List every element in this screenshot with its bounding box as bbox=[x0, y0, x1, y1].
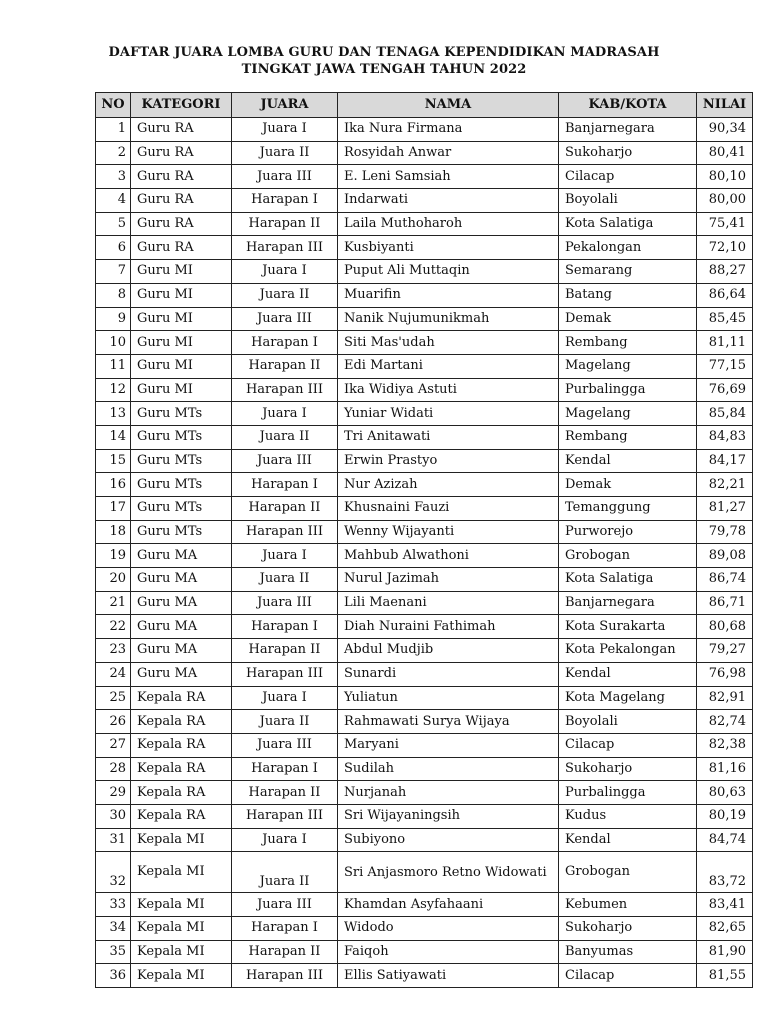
table-row bbox=[96, 165, 753, 189]
cell-kab-kota: Banjarnegara bbox=[559, 118, 697, 142]
table-row bbox=[96, 852, 753, 893]
table-row bbox=[96, 189, 753, 213]
cell-nilai: 80,00 bbox=[697, 189, 753, 213]
cell-juara: Harapan II bbox=[232, 497, 338, 521]
cell-kab-kota: Kebumen bbox=[559, 893, 697, 917]
cell-juara: Juara II bbox=[232, 425, 338, 449]
cell-juara: Juara II bbox=[232, 710, 338, 734]
cell-no: 18 bbox=[96, 520, 131, 544]
cell-kategori: Guru MI bbox=[131, 260, 232, 284]
cell-kab-kota: Purworejo bbox=[559, 520, 697, 544]
cell-nama: Rosyidah Anwar bbox=[338, 141, 559, 165]
cell-kab-kota: Cilacap bbox=[559, 733, 697, 757]
cell-no: 13 bbox=[96, 402, 131, 426]
cell-no: 26 bbox=[96, 710, 131, 734]
table-row bbox=[96, 283, 753, 307]
cell-kategori: Guru RA bbox=[131, 189, 232, 213]
table-row bbox=[96, 639, 753, 663]
cell-kab-kota: Sukoharjo bbox=[559, 917, 697, 941]
cell-no: 15 bbox=[96, 449, 131, 473]
cell-juara: Harapan III bbox=[232, 236, 338, 260]
cell-no: 1 bbox=[96, 118, 131, 142]
cell-nilai: 82,74 bbox=[697, 710, 753, 734]
cell-nilai: 80,63 bbox=[697, 781, 753, 805]
cell-kategori: Guru MA bbox=[131, 639, 232, 663]
cell-nama: Widodo bbox=[338, 917, 559, 941]
cell-juara: Harapan I bbox=[232, 757, 338, 781]
cell-kab-kota: Kudus bbox=[559, 804, 697, 828]
cell-kategori: Kepala RA bbox=[131, 686, 232, 710]
table-row bbox=[96, 828, 753, 852]
cell-no: 29 bbox=[96, 781, 131, 805]
cell-juara: Juara II bbox=[232, 568, 338, 592]
cell-nama: Sri Wijayaningsih bbox=[338, 804, 559, 828]
cell-no: 27 bbox=[96, 733, 131, 757]
cell-kategori: Kepala MI bbox=[131, 964, 232, 988]
cell-nilai: 85,84 bbox=[697, 402, 753, 426]
cell-juara: Juara I bbox=[232, 686, 338, 710]
table-row bbox=[96, 307, 753, 331]
cell-nama: Kusbiyanti bbox=[338, 236, 559, 260]
cell-kab-kota: Kendal bbox=[559, 662, 697, 686]
cell-nilai: 86,74 bbox=[697, 568, 753, 592]
header-kab-kota: KAB/KOTA bbox=[559, 93, 697, 118]
cell-no: 3 bbox=[96, 165, 131, 189]
winners-table bbox=[95, 92, 753, 988]
cell-juara: Harapan I bbox=[232, 331, 338, 355]
cell-kab-kota: Rembang bbox=[559, 331, 697, 355]
table-header-row bbox=[96, 93, 753, 118]
cell-nilai: 81,27 bbox=[697, 497, 753, 521]
cell-nama: Ellis Satiyawati bbox=[338, 964, 559, 988]
cell-nilai: 88,27 bbox=[697, 260, 753, 284]
cell-nilai: 72,10 bbox=[697, 236, 753, 260]
cell-no: 20 bbox=[96, 568, 131, 592]
cell-no: 30 bbox=[96, 804, 131, 828]
table-row bbox=[96, 331, 753, 355]
cell-no: 12 bbox=[96, 378, 131, 402]
cell-nama: Maryani bbox=[338, 733, 559, 757]
cell-nama: Abdul Mudjib bbox=[338, 639, 559, 663]
cell-kategori: Kepala MI bbox=[131, 828, 232, 852]
document-title: DAFTAR JUARA LOMBA GURU DAN TENAGA KEPENDIDIKAN MADRASAH bbox=[108, 45, 660, 60]
cell-kab-kota: Banyumas bbox=[559, 940, 697, 964]
cell-kategori: Guru MI bbox=[131, 307, 232, 331]
table-row bbox=[96, 615, 753, 639]
cell-nama: Mahbub Alwathoni bbox=[338, 544, 559, 568]
header-kategori: KATEGORI bbox=[131, 93, 232, 118]
cell-no: 16 bbox=[96, 473, 131, 497]
table-row bbox=[96, 733, 753, 757]
cell-nilai: 82,65 bbox=[697, 917, 753, 941]
cell-kategori: Guru MA bbox=[131, 591, 232, 615]
cell-no: 22 bbox=[96, 615, 131, 639]
header-juara: JUARA bbox=[232, 93, 338, 118]
cell-nilai: 84,17 bbox=[697, 449, 753, 473]
cell-nilai: 75,41 bbox=[697, 212, 753, 236]
cell-kab-kota: Kota Pekalongan bbox=[559, 639, 697, 663]
cell-nama: Rahmawati Surya Wijaya bbox=[338, 710, 559, 734]
cell-nilai: 82,21 bbox=[697, 473, 753, 497]
cell-no: 10 bbox=[96, 331, 131, 355]
cell-kategori: Guru MTs bbox=[131, 402, 232, 426]
cell-kategori: Guru MA bbox=[131, 615, 232, 639]
cell-kab-kota: Kendal bbox=[559, 828, 697, 852]
cell-juara: Juara I bbox=[232, 402, 338, 426]
cell-juara: Harapan I bbox=[232, 917, 338, 941]
cell-nama: Diah Nuraini Fathimah bbox=[338, 615, 559, 639]
table-row bbox=[96, 917, 753, 941]
cell-nilai: 81,55 bbox=[697, 964, 753, 988]
cell-nama: Nurjanah bbox=[338, 781, 559, 805]
cell-juara: Harapan II bbox=[232, 781, 338, 805]
cell-kab-kota: Kota Salatiga bbox=[559, 212, 697, 236]
cell-juara: Harapan II bbox=[232, 940, 338, 964]
cell-nama: Erwin Prastyo bbox=[338, 449, 559, 473]
cell-kab-kota: Demak bbox=[559, 307, 697, 331]
table-row bbox=[96, 568, 753, 592]
cell-nilai: 84,83 bbox=[697, 425, 753, 449]
cell-no: 24 bbox=[96, 662, 131, 686]
cell-nilai: 76,69 bbox=[697, 378, 753, 402]
table-row bbox=[96, 212, 753, 236]
cell-kategori: Kepala MI bbox=[131, 940, 232, 964]
cell-nilai: 83,72 bbox=[697, 852, 753, 893]
cell-kab-kota: Kota Magelang bbox=[559, 686, 697, 710]
table-row bbox=[96, 662, 753, 686]
cell-no: 6 bbox=[96, 236, 131, 260]
cell-juara: Harapan I bbox=[232, 189, 338, 213]
cell-nama: Faiqoh bbox=[338, 940, 559, 964]
cell-nilai: 86,64 bbox=[697, 283, 753, 307]
cell-kab-kota: Semarang bbox=[559, 260, 697, 284]
cell-kab-kota: Kota Salatiga bbox=[559, 568, 697, 592]
cell-no: 28 bbox=[96, 757, 131, 781]
cell-no: 35 bbox=[96, 940, 131, 964]
cell-juara: Juara III bbox=[232, 307, 338, 331]
cell-kategori: Guru MI bbox=[131, 283, 232, 307]
cell-nilai: 89,08 bbox=[697, 544, 753, 568]
cell-kab-kota: Magelang bbox=[559, 354, 697, 378]
cell-kategori: Kepala RA bbox=[131, 804, 232, 828]
cell-kab-kota: Demak bbox=[559, 473, 697, 497]
table-row bbox=[96, 710, 753, 734]
cell-juara: Juara III bbox=[232, 449, 338, 473]
cell-no: 14 bbox=[96, 425, 131, 449]
table-row bbox=[96, 964, 753, 988]
cell-nama: Ika Nura Firmana bbox=[338, 118, 559, 142]
cell-nama: Yuniar Widati bbox=[338, 402, 559, 426]
cell-juara: Harapan III bbox=[232, 520, 338, 544]
cell-no: 5 bbox=[96, 212, 131, 236]
cell-kab-kota: Batang bbox=[559, 283, 697, 307]
cell-kategori: Guru MTs bbox=[131, 520, 232, 544]
table-row bbox=[96, 520, 753, 544]
cell-nama: Sudilah bbox=[338, 757, 559, 781]
document-subtitle: TINGKAT JAWA TENGAH TAHUN 2022 bbox=[241, 62, 527, 77]
cell-kab-kota: Cilacap bbox=[559, 165, 697, 189]
cell-juara: Harapan II bbox=[232, 354, 338, 378]
cell-kategori: Guru RA bbox=[131, 236, 232, 260]
cell-juara: Juara III bbox=[232, 165, 338, 189]
cell-nilai: 80,68 bbox=[697, 615, 753, 639]
cell-kab-kota: Temanggung bbox=[559, 497, 697, 521]
cell-juara: Juara II bbox=[232, 283, 338, 307]
cell-no: 17 bbox=[96, 497, 131, 521]
cell-juara: Juara I bbox=[232, 544, 338, 568]
cell-juara: Harapan II bbox=[232, 212, 338, 236]
cell-kab-kota: Sukoharjo bbox=[559, 757, 697, 781]
cell-juara: Juara I bbox=[232, 118, 338, 142]
cell-nilai: 79,78 bbox=[697, 520, 753, 544]
cell-kab-kota: Grobogan bbox=[559, 852, 697, 893]
cell-kategori: Kepala RA bbox=[131, 710, 232, 734]
cell-nama: Yuliatun bbox=[338, 686, 559, 710]
cell-juara: Juara I bbox=[232, 828, 338, 852]
table-row bbox=[96, 804, 753, 828]
cell-kab-kota: Pekalongan bbox=[559, 236, 697, 260]
cell-kab-kota: Rembang bbox=[559, 425, 697, 449]
cell-juara: Harapan I bbox=[232, 615, 338, 639]
cell-nilai: 81,16 bbox=[697, 757, 753, 781]
table-row bbox=[96, 354, 753, 378]
cell-nilai: 85,45 bbox=[697, 307, 753, 331]
cell-nilai: 76,98 bbox=[697, 662, 753, 686]
cell-juara: Juara III bbox=[232, 733, 338, 757]
cell-no: 21 bbox=[96, 591, 131, 615]
cell-nama: Indarwati bbox=[338, 189, 559, 213]
cell-juara: Juara II bbox=[232, 141, 338, 165]
cell-juara: Harapan III bbox=[232, 662, 338, 686]
table-row bbox=[96, 686, 753, 710]
cell-nama: Nanik Nujumunikmah bbox=[338, 307, 559, 331]
cell-kategori: Kepala MI bbox=[131, 917, 232, 941]
cell-juara: Harapan III bbox=[232, 378, 338, 402]
cell-nilai: 82,38 bbox=[697, 733, 753, 757]
cell-no: 23 bbox=[96, 639, 131, 663]
cell-nama: Wenny Wijayanti bbox=[338, 520, 559, 544]
cell-kategori: Guru MI bbox=[131, 378, 232, 402]
cell-kategori: Kepala MI bbox=[131, 893, 232, 917]
cell-kategori: Kepala MI bbox=[131, 852, 232, 893]
table-row bbox=[96, 425, 753, 449]
cell-no: 11 bbox=[96, 354, 131, 378]
cell-no: 7 bbox=[96, 260, 131, 284]
cell-no: 33 bbox=[96, 893, 131, 917]
cell-juara: Harapan III bbox=[232, 804, 338, 828]
cell-nama: Sri Anjasmoro Retno Widowati bbox=[338, 852, 559, 893]
cell-nama: Ika Widiya Astuti bbox=[338, 378, 559, 402]
cell-no: 25 bbox=[96, 686, 131, 710]
header-nama: NAMA bbox=[338, 93, 559, 118]
cell-kategori: Guru MTs bbox=[131, 497, 232, 521]
cell-nama: Nurul Jazimah bbox=[338, 568, 559, 592]
header-no: NO bbox=[96, 93, 131, 118]
table-row bbox=[96, 591, 753, 615]
cell-nama: Laila Muthoharoh bbox=[338, 212, 559, 236]
cell-kab-kota: Sukoharjo bbox=[559, 141, 697, 165]
cell-nilai: 77,15 bbox=[697, 354, 753, 378]
cell-juara: Juara III bbox=[232, 893, 338, 917]
cell-nama: Nur Azizah bbox=[338, 473, 559, 497]
cell-nilai: 80,19 bbox=[697, 804, 753, 828]
table-row bbox=[96, 378, 753, 402]
cell-kategori: Guru RA bbox=[131, 165, 232, 189]
cell-kategori: Guru RA bbox=[131, 118, 232, 142]
table-row bbox=[96, 940, 753, 964]
cell-nilai: 82,91 bbox=[697, 686, 753, 710]
cell-nilai: 81,90 bbox=[697, 940, 753, 964]
cell-nama: Muarifin bbox=[338, 283, 559, 307]
table-row bbox=[96, 544, 753, 568]
cell-nilai: 90,34 bbox=[697, 118, 753, 142]
cell-kategori: Kepala RA bbox=[131, 781, 232, 805]
cell-kategori: Kepala RA bbox=[131, 757, 232, 781]
cell-kab-kota: Boyolali bbox=[559, 710, 697, 734]
cell-juara: Juara III bbox=[232, 591, 338, 615]
cell-no: 36 bbox=[96, 964, 131, 988]
cell-nilai: 80,10 bbox=[697, 165, 753, 189]
cell-juara: Harapan II bbox=[232, 639, 338, 663]
table-row bbox=[96, 781, 753, 805]
cell-nama: E. Leni Samsiah bbox=[338, 165, 559, 189]
cell-kategori: Guru MI bbox=[131, 331, 232, 355]
cell-kategori: Kepala RA bbox=[131, 733, 232, 757]
table-row bbox=[96, 141, 753, 165]
table-row bbox=[96, 893, 753, 917]
cell-kab-kota: Purbalingga bbox=[559, 781, 697, 805]
cell-nilai: 81,11 bbox=[697, 331, 753, 355]
cell-nilai: 84,74 bbox=[697, 828, 753, 852]
cell-nama: Subiyono bbox=[338, 828, 559, 852]
cell-kab-kota: Kendal bbox=[559, 449, 697, 473]
cell-nilai: 80,41 bbox=[697, 141, 753, 165]
cell-nama: Siti Mas'udah bbox=[338, 331, 559, 355]
cell-kategori: Guru MTs bbox=[131, 473, 232, 497]
table-row bbox=[96, 236, 753, 260]
cell-no: 19 bbox=[96, 544, 131, 568]
cell-nilai: 86,71 bbox=[697, 591, 753, 615]
cell-kab-kota: Cilacap bbox=[559, 964, 697, 988]
cell-no: 2 bbox=[96, 141, 131, 165]
cell-kategori: Guru MTs bbox=[131, 425, 232, 449]
cell-nama: Lili Maenani bbox=[338, 591, 559, 615]
cell-nilai: 83,41 bbox=[697, 893, 753, 917]
cell-kab-kota: Banjarnegara bbox=[559, 591, 697, 615]
cell-nama: Khusnaini Fauzi bbox=[338, 497, 559, 521]
table-row bbox=[96, 449, 753, 473]
cell-no: 31 bbox=[96, 828, 131, 852]
table-row bbox=[96, 757, 753, 781]
cell-no: 9 bbox=[96, 307, 131, 331]
cell-kategori: Guru MA bbox=[131, 568, 232, 592]
cell-kategori: Guru MI bbox=[131, 354, 232, 378]
cell-no: 32 bbox=[96, 852, 131, 893]
cell-kategori: Guru MA bbox=[131, 662, 232, 686]
header-nilai: NILAI bbox=[697, 93, 753, 118]
cell-kab-kota: Magelang bbox=[559, 402, 697, 426]
cell-nama: Puput Ali Muttaqin bbox=[338, 260, 559, 284]
cell-kategori: Guru RA bbox=[131, 141, 232, 165]
cell-kategori: Guru MA bbox=[131, 544, 232, 568]
cell-juara: Juara II bbox=[232, 852, 338, 893]
cell-juara: Juara I bbox=[232, 260, 338, 284]
table-row bbox=[96, 473, 753, 497]
table-row bbox=[96, 118, 753, 142]
table-row bbox=[96, 260, 753, 284]
cell-nilai: 79,27 bbox=[697, 639, 753, 663]
cell-nama: Edi Martani bbox=[338, 354, 559, 378]
cell-kab-kota: Kota Surakarta bbox=[559, 615, 697, 639]
table-row bbox=[96, 497, 753, 521]
cell-no: 34 bbox=[96, 917, 131, 941]
cell-juara: Harapan III bbox=[232, 964, 338, 988]
cell-kab-kota: Grobogan bbox=[559, 544, 697, 568]
cell-no: 8 bbox=[96, 283, 131, 307]
cell-kab-kota: Boyolali bbox=[559, 189, 697, 213]
cell-nama: Tri Anitawati bbox=[338, 425, 559, 449]
table-row bbox=[96, 402, 753, 426]
cell-nama: Khamdan Asyfahaani bbox=[338, 893, 559, 917]
cell-no: 4 bbox=[96, 189, 131, 213]
cell-nama: Sunardi bbox=[338, 662, 559, 686]
cell-kategori: Guru RA bbox=[131, 212, 232, 236]
cell-kab-kota: Purbalingga bbox=[559, 378, 697, 402]
cell-kategori: Guru MTs bbox=[131, 449, 232, 473]
cell-juara: Harapan I bbox=[232, 473, 338, 497]
